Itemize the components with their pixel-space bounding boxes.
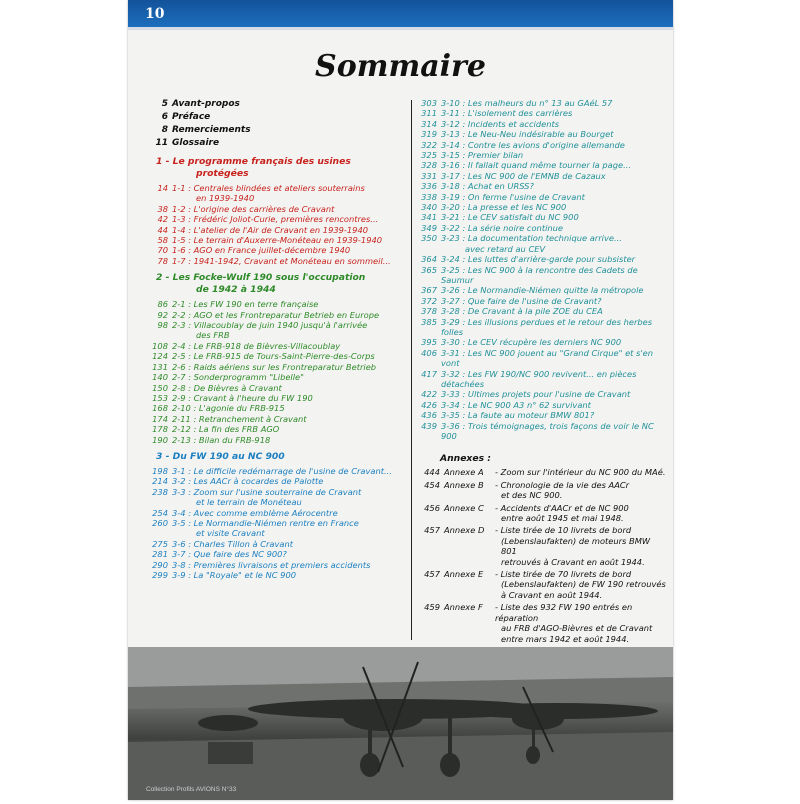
entry-page: 456 — [424, 502, 440, 513]
entry-page: 303 — [421, 98, 437, 108]
entry-page: 311 — [421, 108, 437, 119]
entry-text-cont: au FRB d'AGO-Bièvres et de Cravant — [501, 623, 653, 634]
annex-entry-continuation — [414, 634, 666, 644]
entry-page: 124 — [152, 351, 168, 362]
toc-entry — [414, 98, 666, 108]
toc-entry — [142, 341, 412, 351]
entry-text: 3-8 : Premières livraisons et premiers accidents — [172, 559, 371, 570]
toc-entry — [414, 202, 666, 212]
entry-text: Remerciements — [172, 125, 251, 135]
entry-page: 426 — [421, 399, 437, 410]
entry-page: 436 — [421, 410, 437, 421]
annex-entry — [414, 602, 666, 623]
annex-label: Annexe F — [444, 602, 483, 613]
entry-text: 2-3 : Villacoublay de juin 1940 jusqu'à l'arrivée — [172, 320, 368, 331]
toc-entry — [142, 245, 412, 255]
entry-text: 3-10 : Les malheurs du n° 13 au GAéL 57 — [441, 98, 613, 108]
entry-page: 406 — [421, 347, 437, 358]
annex-entry-continuation — [414, 590, 666, 600]
entry-page: 178 — [152, 424, 168, 435]
entry-text: 2-10 : L'agonie du FRB-915 — [172, 403, 285, 414]
entry-text: 2-13 : Bilan du FRB-918 — [172, 434, 271, 445]
entry-page: 299 — [152, 570, 168, 580]
entry-text: 1-7 : 1941-1942, Cravant et Monéteau en sommeil... — [172, 255, 391, 266]
annex-entry-continuation — [414, 536, 666, 557]
entry-page: 340 — [421, 202, 437, 213]
toc-entry — [414, 410, 666, 420]
section-heading: 3 - Du FW 190 au NC 900 — [156, 450, 285, 462]
entry-text: 2-7 : Sonderprogramm "Libelle" — [172, 372, 304, 383]
entry-text: 2-2 : AGO et les Frontreparatur Betrieb en Europe — [172, 309, 380, 320]
entry-text-cont: et visite Cravant — [196, 528, 265, 539]
annex-label: Annexe C — [444, 502, 484, 513]
entry-text: 3-9 : La "Royale" et le NC 900 — [172, 570, 296, 580]
section-heading: 1 - Le programme français des usines — [156, 156, 351, 167]
entry-page: 254 — [152, 507, 168, 518]
entry-text: - Zoom sur l'intérieur du NC 900 du MAé. — [495, 467, 666, 478]
entry-page: 372 — [421, 295, 437, 306]
toc-entry — [414, 119, 666, 129]
page-title: Sommaire — [315, 49, 486, 84]
toc-entry — [414, 108, 666, 118]
toc-entry — [414, 348, 666, 369]
entry-page: 322 — [421, 139, 437, 150]
annex-label: Annexe D — [444, 525, 485, 536]
entry-text-cont: entre mars 1942 et août 1944. — [501, 633, 630, 644]
entry-page: 459 — [424, 602, 440, 613]
entry-page: 350 — [421, 233, 437, 244]
section-heading: protégées — [196, 168, 249, 179]
entry-text: - Liste tirée de 70 livrets de bord — [495, 569, 632, 580]
annex-entry-continuation — [414, 513, 666, 523]
toc-entry-continuation — [142, 528, 412, 538]
entry-text: 3-3 : Zoom sur l'usine souterraine de Cravant — [172, 486, 362, 497]
toc-entry — [142, 414, 412, 424]
entry-text-cont: entre août 1945 et mai 1948. — [501, 513, 624, 524]
front-matter-list — [142, 98, 412, 150]
toc-entry — [142, 362, 412, 372]
entry-text: 3-26 : Le Normandie-Niémen quitte la métropole — [441, 285, 644, 296]
entry-text: 3-18 : Achat en URSS? — [441, 181, 534, 192]
page-number: 10 — [145, 6, 165, 22]
entry-page: 457 — [424, 569, 440, 580]
toc-entry — [142, 403, 412, 413]
toc-entry — [142, 466, 412, 476]
entry-page: 457 — [424, 525, 440, 536]
entry-page: 140 — [152, 372, 168, 383]
entry-page: 168 — [152, 403, 168, 414]
entry-text: 3-13 : Le Neu-Neu indésirable au Bourget — [441, 129, 614, 140]
entry-text: 3-7 : Que faire des NC 900? — [172, 549, 287, 560]
entry-page: 42 — [157, 214, 168, 225]
entry-text: 1-3 : Frédéric Joliot-Curie, premières rencontres... — [172, 214, 379, 225]
entry-page: 108 — [152, 340, 168, 351]
entry-text: 3-1 : Le difficile redémarrage de l'usine de Cravant... — [172, 465, 392, 476]
entry-text: 3-34 : Le NC 900 A3 n° 62 survivant — [441, 399, 591, 410]
toc-entry — [142, 539, 412, 549]
entry-page: 314 — [421, 118, 437, 129]
entry-text: 3-16 : Il fallait quand même tourner la page... — [441, 160, 632, 171]
entry-text: 2-4 : Le FRB-918 de Bièvres-Villacoublay — [172, 340, 341, 351]
entry-page: 328 — [421, 160, 437, 171]
entry-page: 38 — [157, 203, 168, 214]
entry-page: 365 — [421, 264, 437, 275]
entry-page: 98 — [157, 320, 168, 331]
entry-page: 290 — [152, 559, 168, 570]
section-heading: de 1942 à 1944 — [196, 284, 276, 296]
section-heading: 2 - Les Focke-Wulf 190 sous l'occupation — [156, 272, 366, 284]
entry-text: 1-4 : L'atelier de l'Air de Cravant en 1939-1940 — [172, 224, 369, 235]
entry-page: 349 — [421, 222, 437, 233]
entry-text: 3-6 : Charles Tillon à Cravant — [172, 538, 294, 549]
annexes-heading: Annexes : — [440, 453, 491, 465]
entry-page: 422 — [421, 389, 437, 400]
annex-label: Annexe B — [444, 479, 484, 490]
entry-text: 3-31 : Les NC 900 jouent au "Grand Cirque" et s'en vont — [441, 347, 654, 369]
section-entries — [142, 299, 412, 445]
entry-page: 338 — [421, 191, 437, 202]
entry-text: - Chronologie de la vie des AACr — [495, 479, 630, 490]
entry-text: 2-5 : Le FRB-915 de Tours-Saint-Pierre-des-Corps — [172, 351, 375, 362]
entry-page: 336 — [421, 181, 437, 192]
entry-text-cont: avec retard au CEV — [465, 243, 546, 254]
footer-credit: Collection Profils AVIONS N°33 — [146, 786, 237, 793]
toc-entry — [142, 183, 412, 193]
entry-text: 3-17 : Les NC 900 de l'EMNB de Cazaux — [441, 170, 606, 181]
toc-right-column — [414, 98, 666, 662]
entry-text: Préface — [172, 112, 211, 122]
annex-entry — [414, 569, 666, 579]
entry-text: 3-35 : La faute au moteur BMW 801? — [441, 410, 595, 421]
front-matter-entry — [142, 124, 412, 137]
annex-entry — [414, 525, 666, 535]
section-1 — [142, 156, 412, 266]
toc-entry — [142, 351, 412, 361]
entry-text: 3-21 : Le CEV satisfait du NC 900 — [441, 212, 579, 223]
toc-entry — [414, 400, 666, 410]
toc-entry — [142, 435, 412, 445]
toc-entry — [414, 150, 666, 160]
entry-text-cont: (Lebenslaufakten) de moteurs BMW 801 — [501, 535, 651, 557]
entry-page: 275 — [152, 538, 168, 549]
entry-page: 260 — [152, 517, 168, 528]
toc-entry — [414, 212, 666, 222]
annex-entry — [414, 503, 666, 513]
entry-text: 1-1 : Centrales blindées et ateliers souterrains — [172, 183, 365, 193]
entry-text: 2-12 : La fin des FRB AGO — [172, 424, 280, 435]
entry-text: 3-15 : Premier bilan — [441, 150, 524, 161]
entry-text: - Accidents d'AACr et de NC 900 — [495, 502, 629, 513]
entry-text: - Liste des 932 FW 190 entrés en réparation — [495, 602, 633, 623]
entry-page: 214 — [152, 476, 168, 487]
entry-page: 198 — [152, 465, 168, 476]
entry-page: 78 — [157, 255, 168, 266]
toc-entry — [142, 235, 412, 245]
aircraft-photo-illustration — [128, 647, 673, 800]
entry-page: 6 — [161, 112, 168, 122]
annex-entry-continuation — [414, 490, 666, 500]
annex-entry-continuation — [414, 557, 666, 567]
toc-left-column — [142, 98, 412, 580]
section-entries — [142, 466, 412, 580]
document-page — [128, 0, 673, 800]
entry-page: 417 — [421, 368, 437, 379]
entry-page: 378 — [421, 306, 437, 317]
entry-page: 325 — [421, 150, 437, 161]
toc-entry — [414, 171, 666, 181]
entry-page: 385 — [421, 316, 437, 327]
toc-entry — [414, 306, 666, 316]
toc-entry — [142, 204, 412, 214]
toc-entry — [414, 265, 666, 286]
toc-entry — [414, 285, 666, 295]
toc-entry — [142, 310, 412, 320]
entry-text: 2-1 : Les FW 190 en terre française — [172, 299, 319, 310]
toc-entry — [414, 389, 666, 399]
entry-text: 3-29 : Les illusions perdues et le retour des herbes folles — [441, 316, 653, 337]
entry-page: 92 — [157, 309, 168, 320]
entry-text: 3-2 : Les AACr à cocardes de Palotte — [172, 476, 324, 487]
entry-text: 3-32 : Les FW 190/NC 900 revivent... en pièces détachées — [441, 368, 637, 389]
front-matter-entry — [142, 111, 412, 124]
entry-text: 2-6 : Raids aériens sur les Frontreparatur Betrieb — [172, 361, 377, 372]
entry-text: 2-8 : De Bièvres à Cravant — [172, 382, 282, 393]
entry-page: 331 — [421, 170, 437, 181]
entry-page: 319 — [421, 129, 437, 140]
entry-page: 454 — [424, 479, 440, 490]
toc-entry — [414, 317, 666, 338]
entry-page: 238 — [152, 486, 168, 497]
toc-entry — [142, 256, 412, 266]
toc-entry-continuation — [414, 244, 666, 254]
section-3 — [142, 451, 412, 580]
toc-entry — [414, 160, 666, 170]
entry-text-cont: et le terrain de Monéteau — [196, 497, 302, 508]
toc-entry — [142, 508, 412, 518]
entry-text: 3-20 : La presse et les NC 900 — [441, 202, 567, 213]
annex-entry-continuation — [414, 623, 666, 633]
entry-text: 3-30 : Le CEV récupère les derniers NC 900 — [441, 337, 622, 348]
entry-text: 3-14 : Contre les avions d'origine allemande — [441, 139, 625, 150]
section-entries — [142, 183, 412, 266]
toc-entry — [142, 383, 412, 393]
entry-page: 281 — [152, 549, 168, 560]
toc-entry — [142, 320, 412, 330]
toc-entry — [142, 570, 412, 580]
annex-label: Annexe E — [444, 569, 484, 580]
entry-text: 3-19 : On ferme l'usine de Cravant — [441, 191, 585, 202]
entry-page: 444 — [424, 467, 440, 478]
entry-page: 70 — [157, 245, 168, 256]
entry-text: 3-22 : La série noire continue — [441, 222, 563, 233]
section-2 — [142, 272, 412, 445]
toc-entry — [142, 549, 412, 559]
toc-entry — [142, 214, 412, 224]
entry-text-cont: des FRB — [196, 330, 230, 341]
entry-text: 1-5 : Le terrain d'Auxerre-Monéteau en 1939-1940 — [172, 235, 383, 246]
entry-text: 3-36 : Trois témoignages, trois façons de voir le NC 900 — [441, 420, 654, 441]
toc-entry — [414, 181, 666, 191]
entry-text: 3-11 : L'isolement des carrières — [441, 108, 573, 119]
toc-entry — [142, 225, 412, 235]
toc-entry-continuation — [142, 497, 412, 507]
entry-page: 11 — [155, 138, 168, 148]
toc-entry — [142, 487, 412, 497]
entry-text-cont: retrouvés à Cravant en août 1944. — [501, 556, 645, 567]
entry-page: 364 — [421, 254, 437, 265]
toc-entry-continuation — [142, 330, 412, 340]
annex-entry-continuation — [414, 579, 666, 589]
annex-entry — [414, 467, 666, 477]
entry-text-cont: et des NC 900. — [501, 490, 563, 501]
entry-page: 439 — [421, 420, 437, 431]
entry-page: 5 — [161, 99, 168, 109]
toc-entry — [142, 393, 412, 403]
entry-text: Glossaire — [172, 138, 220, 148]
entry-text: 2-9 : Cravant à l'heure du FW 190 — [172, 392, 313, 403]
entry-page: 341 — [421, 212, 437, 223]
entry-page: 86 — [157, 299, 168, 310]
toc-entry — [142, 476, 412, 486]
entry-text: 3-24 : Les luttes d'arrière-garde pour subsister — [441, 254, 636, 265]
entry-text: 3-12 : Incidents et accidents — [441, 118, 560, 129]
entry-page: 8 — [161, 125, 168, 135]
entry-text: 3-4 : Avec comme emblème Aérocentre — [172, 507, 338, 518]
entry-page: 14 — [157, 183, 168, 193]
entry-text: 1-6 : AGO en France juillet-décembre 1940 — [172, 245, 351, 256]
toc-entry — [142, 424, 412, 434]
annex-label: Annexe A — [444, 467, 484, 478]
annexes-list — [414, 467, 666, 644]
toc-entry — [414, 296, 666, 306]
entry-page: 395 — [421, 337, 437, 348]
entry-text: Avant-propos — [172, 99, 240, 109]
toc-entry — [142, 560, 412, 570]
entry-text: 3-5 : Le Normandie-Niémen rentre en France — [172, 517, 359, 528]
section-3-continued — [414, 98, 666, 441]
aircraft-photo — [128, 647, 673, 800]
toc-entry — [414, 140, 666, 150]
toc-entry — [414, 129, 666, 139]
entry-page: 190 — [152, 434, 168, 445]
toc-entry — [414, 223, 666, 233]
toc-entry — [414, 337, 666, 347]
entry-text: 3-23 : La documentation technique arrive... — [441, 233, 622, 244]
toc-entry — [414, 254, 666, 264]
toc-entry — [414, 421, 666, 442]
toc-entry — [142, 299, 412, 309]
toc-entry — [414, 233, 666, 243]
entry-page: 44 — [157, 224, 168, 235]
entry-text: 3-33 : Ultimes projets pour l'usine de Cravant — [441, 389, 631, 400]
entry-text: 2-11 : Retranchement à Cravant — [172, 413, 307, 424]
front-matter-entry — [142, 98, 412, 111]
header-band — [128, 0, 673, 30]
entry-text: 3-27 : Que faire de l'usine de Cravant? — [441, 295, 602, 306]
toc-entry — [142, 372, 412, 382]
entry-page: 131 — [152, 361, 168, 372]
entry-text: 3-28 : De Cravant à la pile ZOE du CEA — [441, 306, 603, 317]
annex-entry — [414, 480, 666, 490]
toc-entry — [142, 518, 412, 528]
toc-entry-continuation — [142, 193, 412, 203]
toc-entry — [414, 369, 666, 390]
toc-entry — [414, 192, 666, 202]
entry-page: 150 — [152, 382, 168, 393]
entry-text: 1-2 : L'origine des carrières de Cravant — [172, 203, 335, 214]
entry-text-cont: à Cravant en août 1944. — [501, 589, 603, 600]
front-matter-entry — [142, 137, 412, 150]
entry-page: 58 — [157, 235, 168, 246]
entry-page: 174 — [152, 413, 168, 424]
entry-page: 367 — [421, 285, 437, 296]
entry-text: 3-25 : Les NC 900 à la rencontre des Cadets de Saumur — [441, 264, 638, 285]
entry-text: - Liste tirée de 10 livrets de bord — [495, 525, 632, 536]
entry-text-cont: en 1939-1940 — [196, 193, 255, 204]
entry-text-cont: (Lebenslaufakten) de FW 190 retrouvés — [501, 579, 666, 590]
entry-page: 153 — [152, 392, 168, 403]
